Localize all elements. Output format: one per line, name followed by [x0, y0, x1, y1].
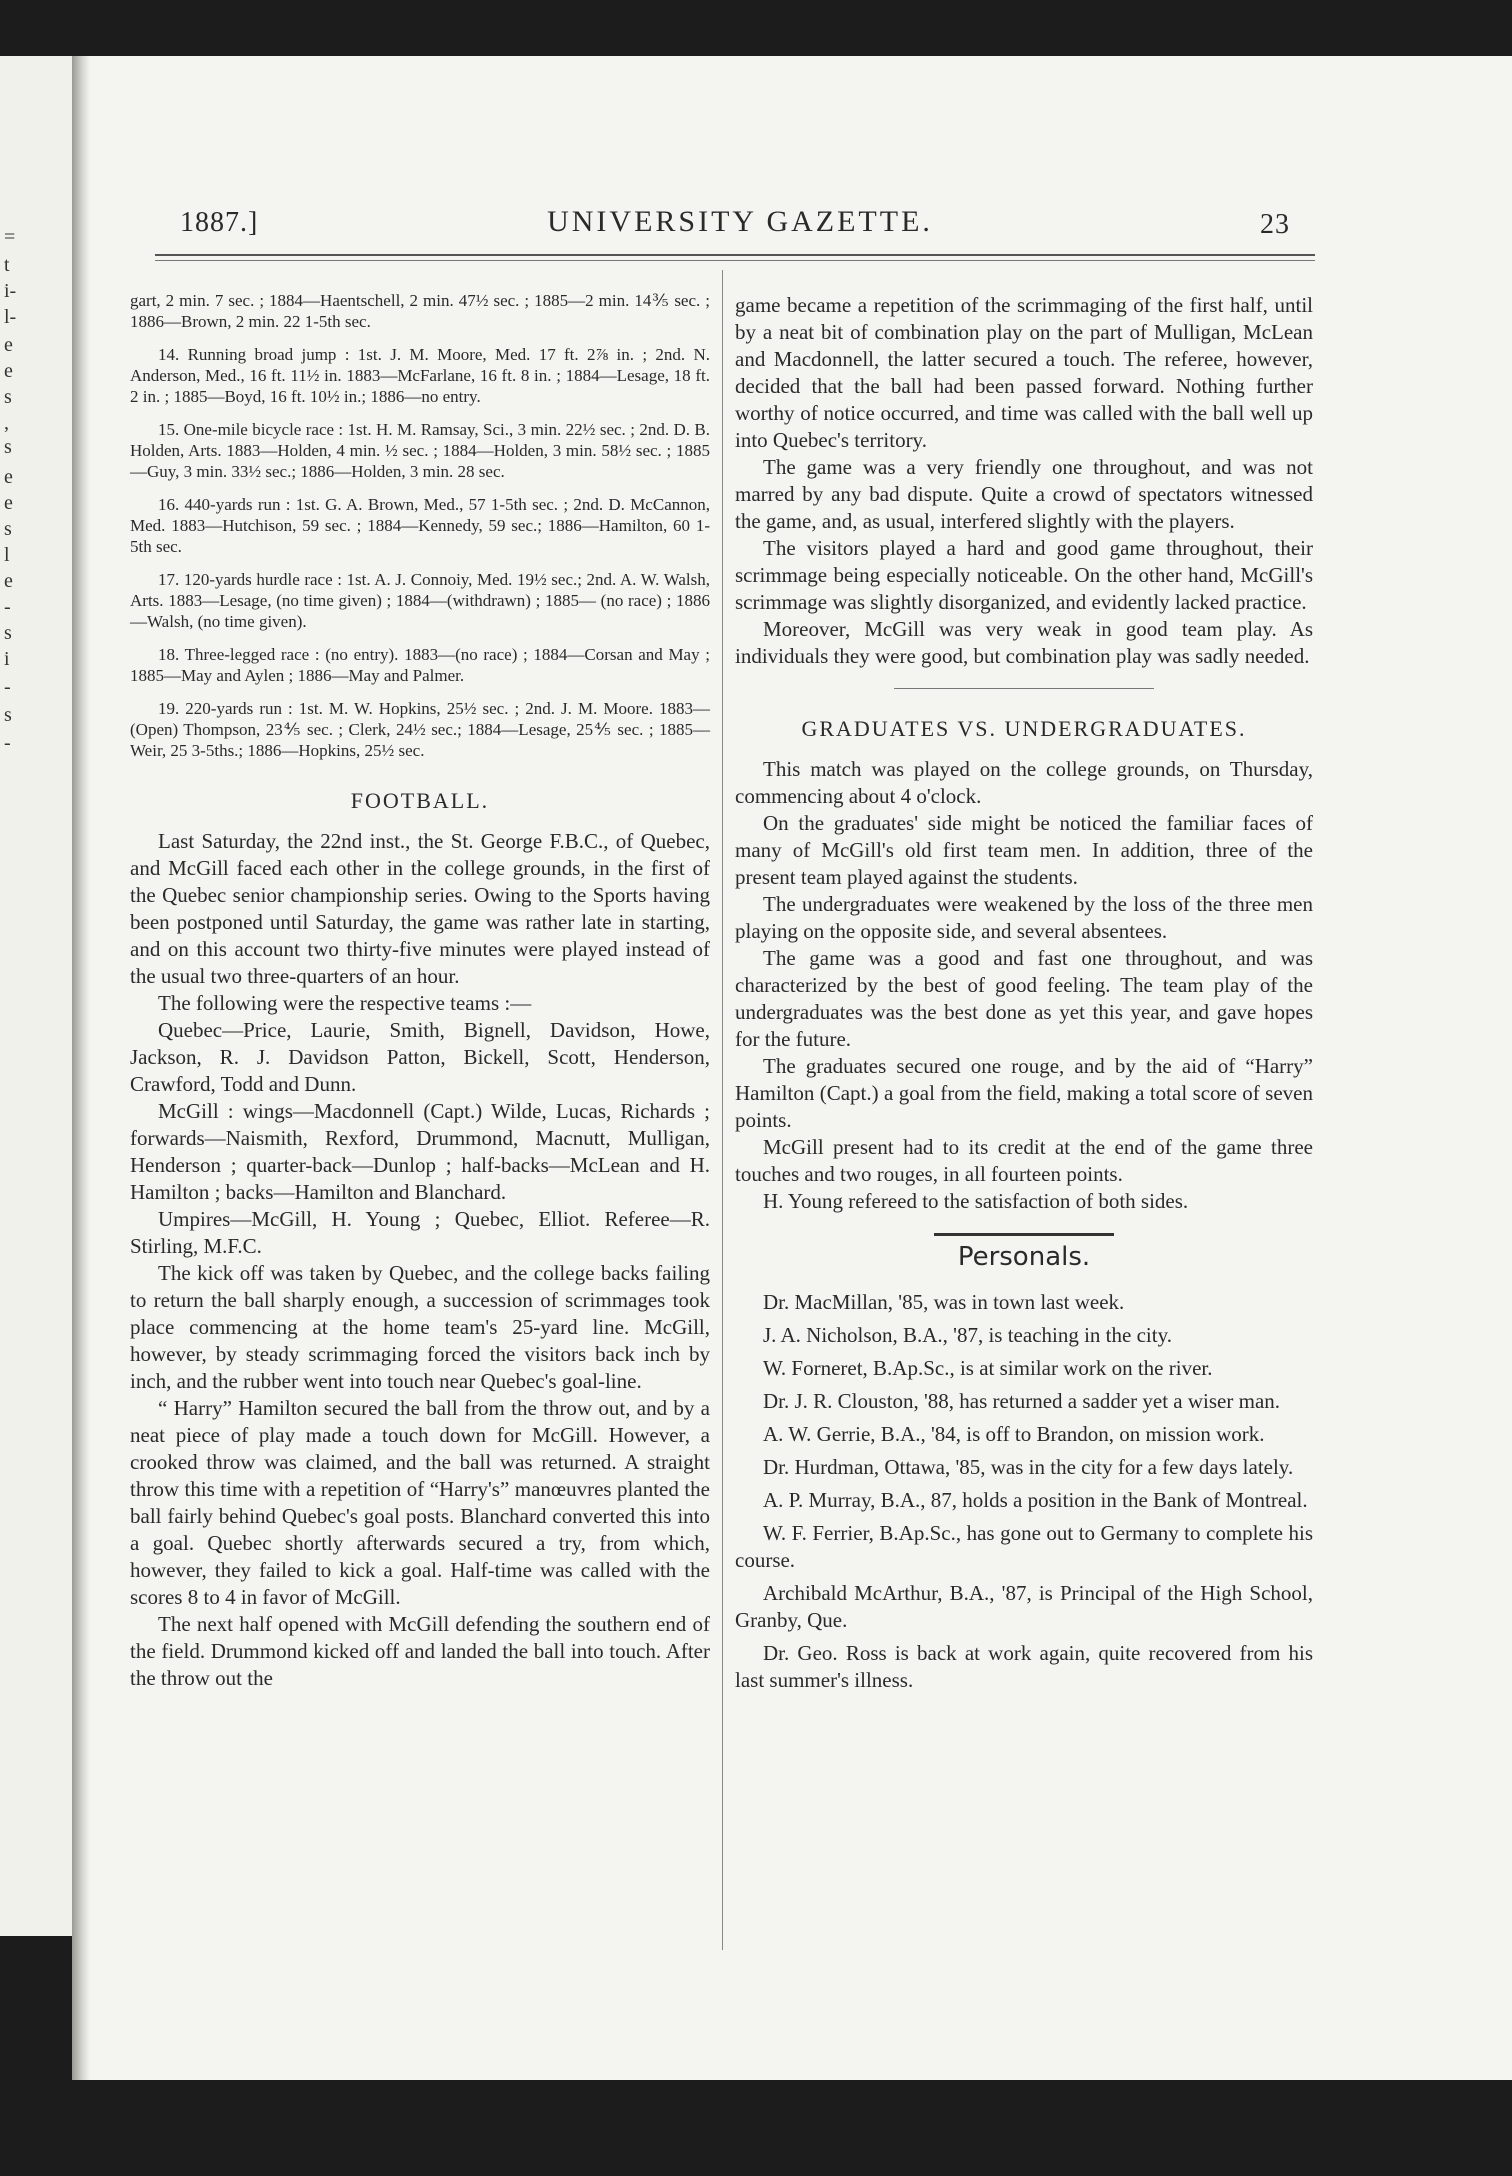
paragraph: The game was a very friendly one throughout, and was not marred by any bad dispute. Quite a crowd of spectators witnessed the game, and, as usual, interfered slightly with the players. [735, 455, 1313, 533]
football-article-continued [735, 292, 1313, 670]
paragraph: On the graduates' side might be noticed the familiar faces of many of McGill's old first team men. In addition, three of the present team played against the students. [735, 811, 1313, 889]
paragraph: This match was played on the college grounds, on Thursday, commencing about 4 o'clock. [735, 757, 1313, 808]
prev-page-fragment: - [4, 676, 11, 698]
prev-page-fragment: i- [4, 280, 17, 302]
personal-item: Dr. Hurdman, Ottawa, '85, was in the city for a few days lately. [763, 1455, 1294, 1479]
page-binding-shadow [72, 56, 90, 2176]
section-rule [894, 688, 1154, 689]
paragraph: Last Saturday, the 22nd inst., the St. George F.B.C., of Quebec, and McGill faced each other in the college grounds, in the first of the Quebec senior championship series. Owing to the Sports having been postponed until Saturday, the game was rather late in starting, and on this account two thirty-five minutes were played instead of the usual two three-quarters of an hour. [130, 829, 710, 988]
paragraph: The next half opened with McGill defending the southern end of the field. Drummond kicked off and landed the ball into touch. After the throw out the [130, 1612, 710, 1690]
prev-page-fragment: s [4, 386, 12, 408]
personal-item: J. A. Nicholson, B.A., '87, is teaching in the city. [763, 1323, 1172, 1347]
personal-item: Archibald McArthur, B.A., '87, is Principal of the High School, Granby, Que. [735, 1581, 1313, 1632]
personal-item: A. W. Gerrie, B.A., '84, is off to Brandon, on mission work. [763, 1422, 1265, 1446]
personal-item: W. Forneret, B.Ap.Sc., is at similar work on the river. [763, 1356, 1213, 1380]
athletics-item: gart, 2 min. 7 sec. ; 1884—Haentschell, 2 min. 47½ sec. ; 1885—2 min. 14⅗ sec. ; 1886—Brown, 2 min. 22 1-5th sec. [130, 291, 710, 331]
graduates-heading: GRADUATES VS. UNDERGRADUATES. [801, 716, 1247, 741]
header-rule-thin [155, 260, 1315, 261]
personal-item: Dr. MacMillan, '85, was in town last week. [763, 1290, 1125, 1314]
paragraph: The undergraduates were weakened by the loss of the three men playing on the opposite side, and several absentees. [735, 892, 1313, 943]
athletics-item: 14. Running broad jump : 1st. J. M. Moore, Med. 17 ft. 2⅞ in. ; 2nd. N. Anderson, Med., 16 ft. 11½ in. 1883—McFarlane, 16 ft. 8 in. ; 1884—Lesage, 18 ft. 2 in. ; 1885—Boyd, 16 ft. 10½ in.; 1886—no entry. [130, 345, 710, 406]
right-column [735, 292, 1313, 1700]
paragraph: The game was a good and fast one throughout, and was characterized by the best of good feeling. The team play of the undergraduates was the best done as yet this year, and gave hopes for the future. [735, 946, 1313, 1051]
paragraph: Moreover, McGill was very weak in good team play. As individuals they were good, but combination play was sadly needed. [735, 617, 1313, 668]
graduates-article [735, 756, 1313, 1215]
athletics-item: 18. Three-legged race : (no entry). 1883—(no race) ; 1884—Corsan and May ; 1885—May and Aylen ; 1886—May and Palmer. [130, 645, 710, 685]
paragraph: McGill : wings—Macdonnell (Capt.) Wilde, Lucas, Richards ; forwards—Naismith, Rexford, Drummond, Macnutt, Mulligan, Henderson ; quarter-back—Dunlop ; half-backs—McLean and H. Hamilton ; backs—Hamilton and Blanchard. [130, 1099, 710, 1204]
prev-page-fragment: l [4, 544, 10, 566]
prev-page-fragment: s [4, 622, 12, 644]
personal-item: Dr. Geo. Ross is back at work again, quite recovered from his last summer's illness. [735, 1641, 1313, 1692]
prev-page-fragment: e [4, 492, 13, 514]
paragraph: game became a repetition of the scrimmaging of the first half, until by a neat bit of combination play on the part of Mulligan, McLean and Macdonnell, the latter secured a touch. The referee, however, decided that the ball had been passed forward. Nothing further worthy of notice occurred, and time was called with the ball well up into Quebec's territory. [735, 293, 1313, 452]
athletics-item: 15. One-mile bicycle race : 1st. H. M. Ramsay, Sci., 3 min. 22½ sec. ; 2nd. D. B. Holden, Arts. 1883—Holden, 4 min. ½ sec. ; 1884—Holden, 3 min. 58½ sec. ; 1885—Guy, 3 min. 33½ sec.; 1886—Holden, 3 min. 28 sec. [130, 420, 710, 481]
paragraph: The visitors played a hard and good game throughout, their scrimmage being especially noticeable. On the other hand, McGill's scrimmage was slightly disorganized, and evidently lacked practice. [735, 536, 1313, 614]
athletics-item: 19. 220-yards run : 1st. M. W. Hopkins, 25½ sec. ; 2nd. J. M. Moore. 1883—(Open) Thompson, 23⅘ sec. ; Clerk, 24½ sec.; 1884—Lesage, 25⅘ sec. ; 1885—Weir, 25 3-5ths.; 1886—Hopkins, 25½ sec. [130, 699, 710, 760]
scan-bottom-edge [0, 2080, 1512, 2176]
athletics-item: 16. 440-yards run : 1st. G. A. Brown, Med., 57 1-5th sec. ; 2nd. D. McCannon, Med. 1883—Hutchison, 59 sec. ; 1884—Kennedy, 59 sec.; 1886—Hamilton, 60 1-5th sec. [130, 495, 710, 556]
paragraph: Umpires—McGill, H. Young ; Quebec, Elliot. Referee—R. Stirling, M.F.C. [130, 1207, 710, 1258]
prev-page-fragment: , [4, 412, 9, 434]
paragraph: H. Young refereed to the satisfaction of both sides. [763, 1189, 1189, 1213]
personal-item: W. F. Ferrier, B.Ap.Sc., has gone out to Germany to complete his course. [735, 1521, 1313, 1572]
paragraph: McGill present had to its credit at the end of the game three touches and two rouges, in all fourteen points. [735, 1135, 1313, 1186]
football-article [130, 828, 710, 1692]
prev-page-fragment: e [4, 466, 13, 488]
athletics-item: 17. 120-yards hurdle race : 1st. A. J. Connoiy, Med. 19½ sec.; 2nd. A. W. Walsh, Arts. 1883—Lesage, (no time given) ; 1884—(withdrawn) ; 1885— (no race) ; 1886—Walsh, (no time given). [130, 570, 710, 631]
athletics-results [130, 290, 710, 761]
football-heading: FOOTBALL. [350, 788, 490, 813]
left-column [130, 290, 710, 1692]
header-year: 1887.] [180, 207, 259, 238]
paragraph: The graduates secured one rouge, and by the aid of “Harry” Hamilton (Capt.) a goal from the field, making a total score of seven points. [735, 1054, 1313, 1132]
previous-page-edge [0, 56, 72, 1936]
section-rule-heavy [934, 1233, 1114, 1236]
paragraph: “ Harry” Hamilton secured the ball from the throw out, and by a neat piece of play made a touch down for McGill. However, a crooked throw was claimed, and the ball was returned. A straight throw this time with a repetition of “Harry's” manœuvres planted the ball fairly behind Quebec's goal posts. Blanchard converted this into a goal. Quebec shortly afterwards secured a try, from which, however, they failed to kick a goal. Half-time was called with the scores 8 to 4 in favor of McGill. [130, 1396, 710, 1609]
page-number: 23 [1260, 209, 1290, 240]
personal-item: A. P. Murray, B.A., 87, holds a position in the Bank of Montreal. [763, 1488, 1308, 1512]
header-rule [155, 254, 1315, 256]
prev-page-fragment: - [4, 596, 11, 618]
prev-page-fragment: = [4, 226, 16, 248]
personal-item: Dr. J. R. Clouston, '88, has returned a sadder yet a wiser man. [763, 1389, 1281, 1413]
prev-page-fragment: s [4, 436, 12, 458]
prev-page-fragment: s [4, 518, 12, 540]
column-divider [722, 270, 723, 1950]
prev-page-fragment: s [4, 704, 12, 726]
prev-page-fragment: t [4, 254, 10, 276]
prev-page-fragment: - [4, 732, 11, 754]
paragraph: Quebec—Price, Laurie, Smith, Bignell, Davidson, Howe, Jackson, R. J. Davidson Patton, Bickell, Scott, Henderson, Crawford, Todd and Dunn. [130, 1018, 710, 1096]
personals-heading: Personals. [957, 1242, 1091, 1272]
prev-page-fragment: i [4, 648, 10, 670]
prev-page-fragment: e [4, 360, 13, 382]
personals-list [735, 1289, 1313, 1694]
prev-page-fragment: l- [4, 306, 17, 328]
page-header [180, 205, 1300, 255]
prev-page-fragment: e [4, 334, 13, 356]
paragraph: The following were the respective teams :— [158, 991, 532, 1015]
prev-page-fragment: e [4, 570, 13, 592]
paragraph: The kick off was taken by Quebec, and the college backs failing to return the ball sharply enough, a succession of scrimmages took place commencing at the home team's 25-yard line. McGill, however, by steady scrimmaging forced the visitors back inch by inch, and the rubber went into touch near Quebec's goal-line. [130, 1261, 710, 1393]
header-title: UNIVERSITY GAZETTE. [547, 205, 933, 238]
